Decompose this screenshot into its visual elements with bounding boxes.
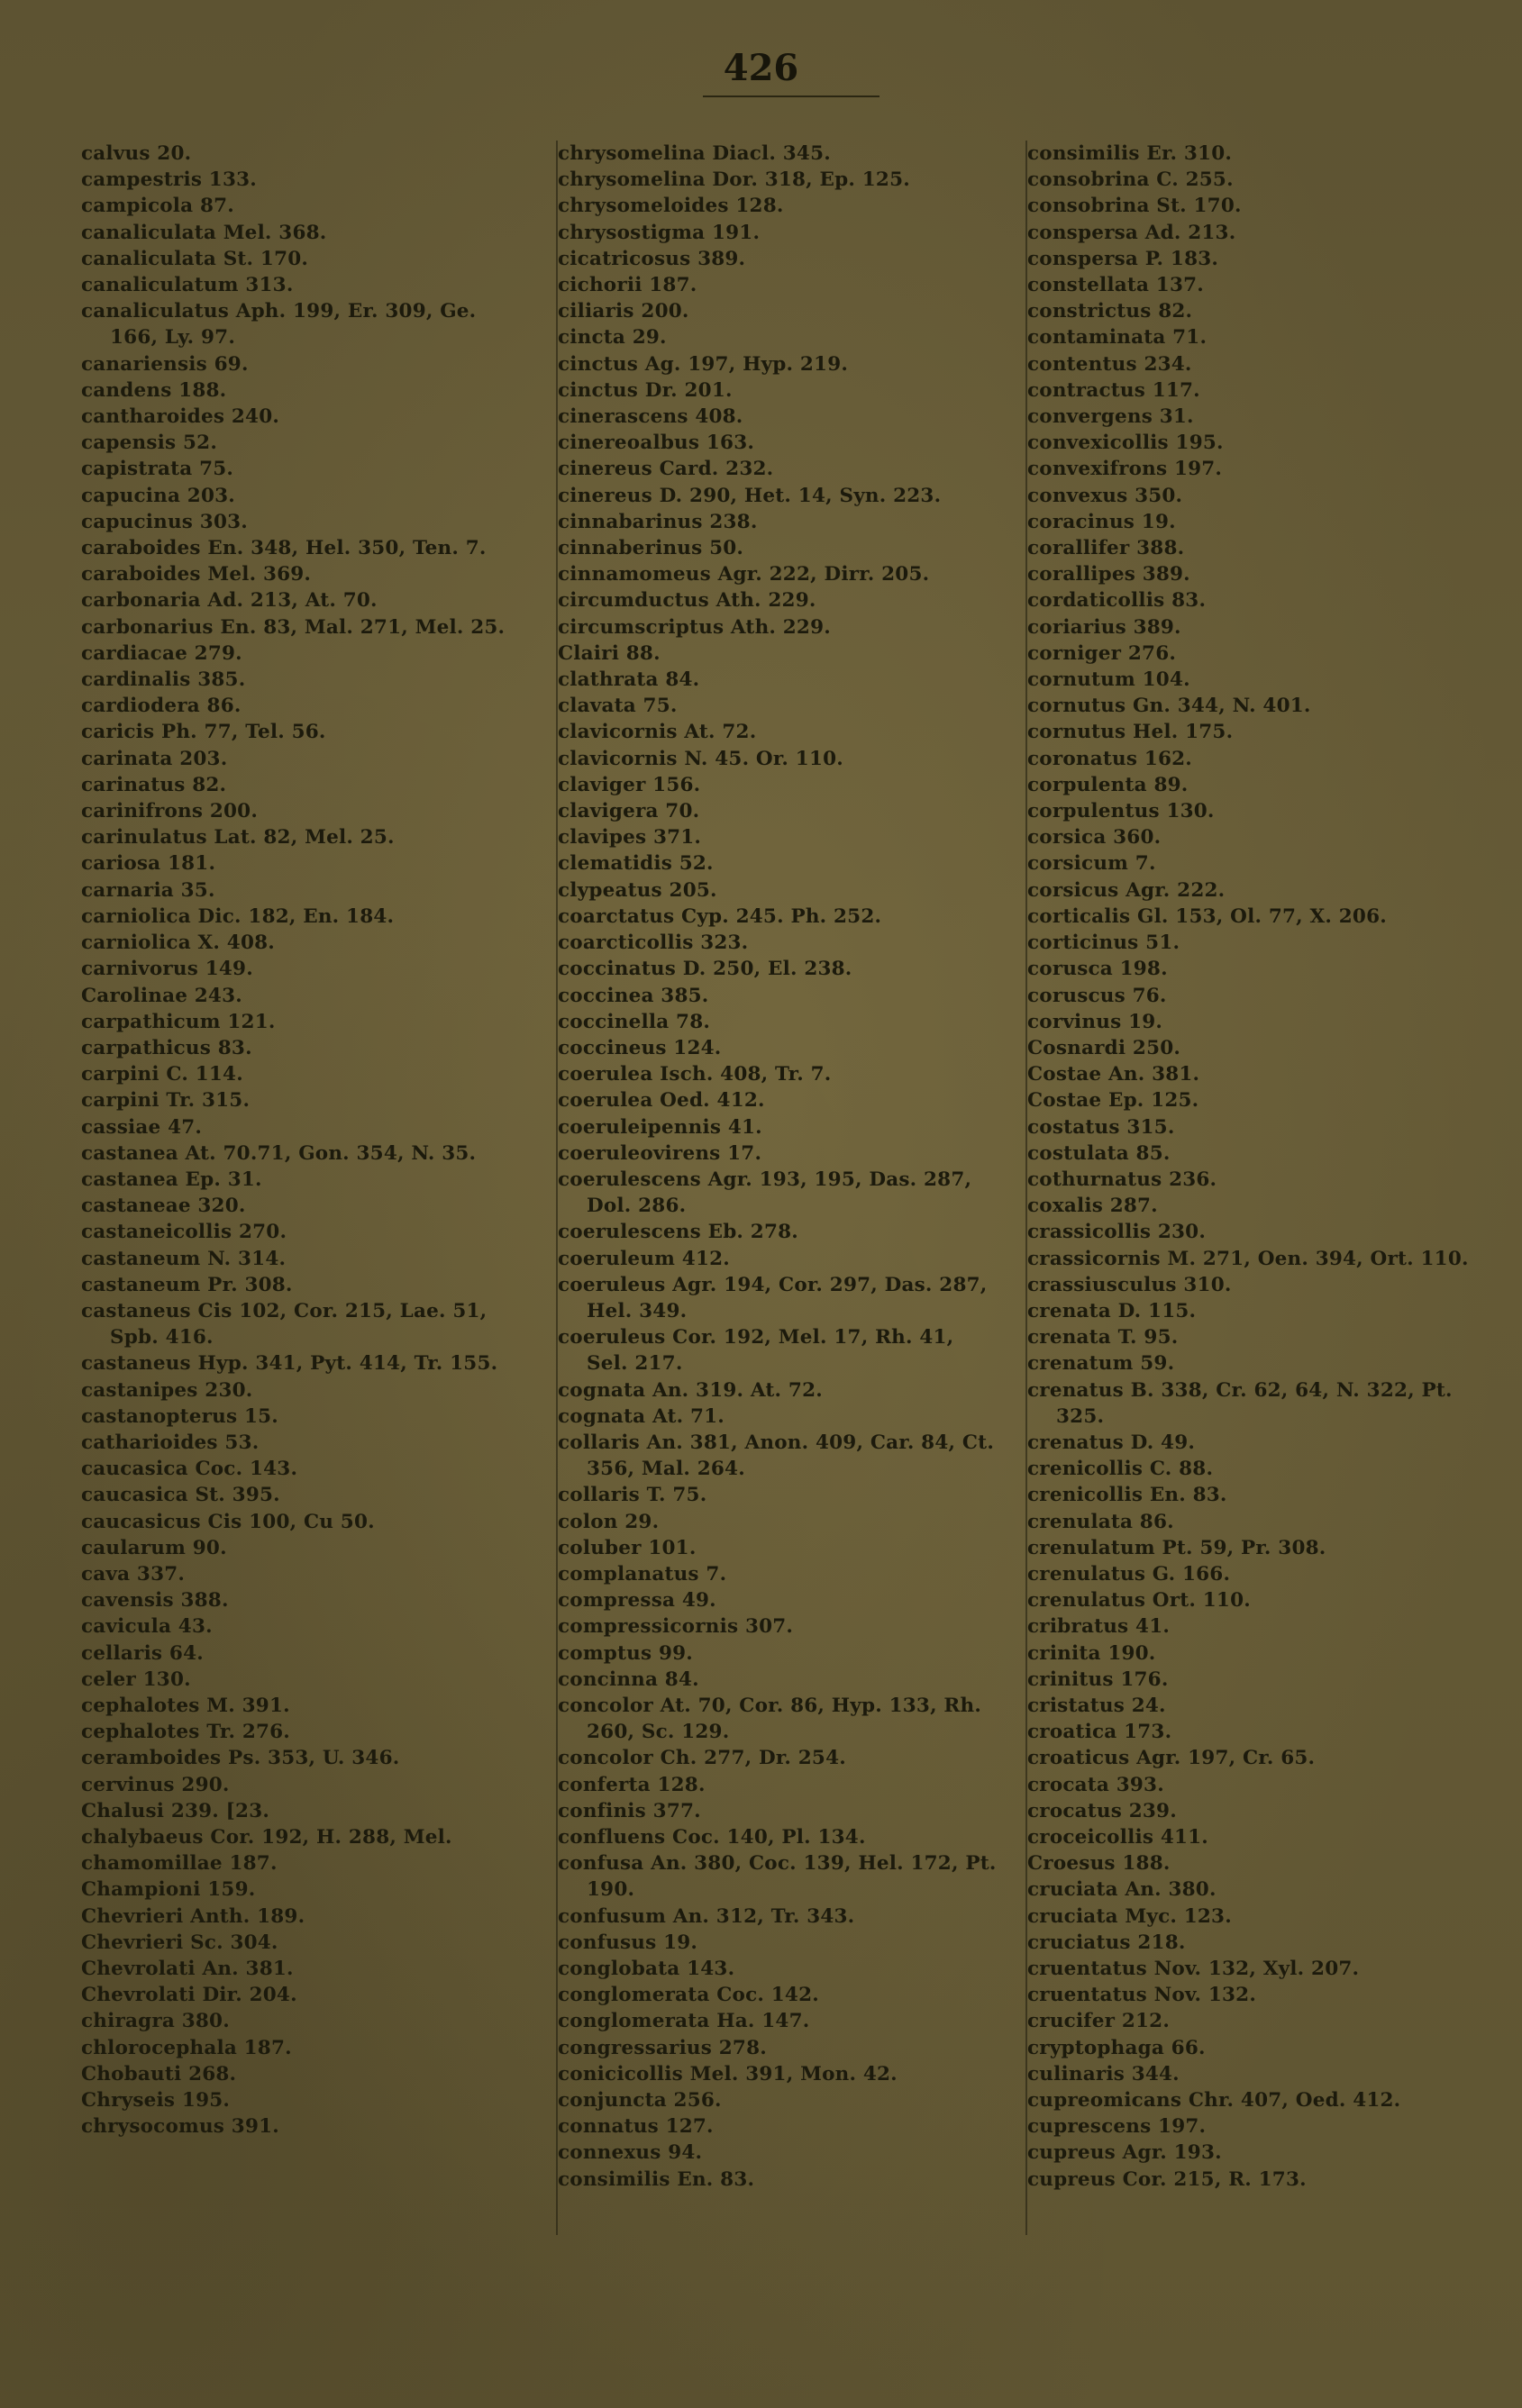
index-entry: compressa 49. [558, 1589, 716, 1613]
index-entry: cervinus 290. [81, 1773, 230, 1796]
index-entry: croaticus Agr. 197, Cr. 65. [1027, 1747, 1316, 1770]
index-entry: coeruleovirens 17. [558, 1141, 762, 1165]
index-entry: caricis Ph. 77, Tel. 56. [81, 721, 326, 744]
index-entry: castaneus Cis 102, Cor. 215, Lae. 51, Spb. 416. [81, 1299, 488, 1349]
index-entry: comptus 99. [558, 1641, 693, 1665]
index-entry: canaliculatum 313. [81, 274, 294, 297]
index-entry: castaneum N. 314. [81, 1247, 287, 1270]
index-entry: cupreus Agr. 193. [1027, 2141, 1222, 2165]
index-entry: calvus 20. [81, 142, 192, 165]
index-entry: Chevrieri Sc. 304. [81, 1931, 278, 1954]
index-entry: chamomillae 187. [81, 1852, 278, 1876]
index-entry: clematidis 52. [558, 852, 714, 876]
index-entry: corusca 198. [1027, 958, 1168, 981]
index-entry: coerulescens Eb. 278. [558, 1221, 798, 1244]
index-entry: circumductus Ath. 229. [558, 589, 816, 613]
index-entry: coerulescens Agr. 193, 195, Das. 287, Dol. 286. [558, 1168, 972, 1218]
index-entry: croatica 173. [1027, 1721, 1172, 1744]
index-entry: carbonaria Ad. 213, At. 70. [81, 589, 378, 613]
page-number: 426 [723, 47, 799, 89]
index-entry: cruentatus Nov. 132. [1027, 1984, 1257, 2007]
index-entry: corvinus 19. [1027, 1010, 1163, 1033]
index-entry: convexifrons 197. [1027, 458, 1223, 481]
index-entry: crenulata 86. [1027, 1510, 1174, 1533]
index-entry: Chevrolati An. 381. [81, 1958, 294, 1981]
index-entry: connexus 94. [558, 2141, 703, 2165]
index-entry: confluens Coc. 140, Pl. 134. [558, 1826, 866, 1849]
index-entry: crocata 393. [1027, 1773, 1164, 1796]
index-entry: carpini C. 114. [81, 1063, 243, 1086]
index-entry: crenulatus Ort. 110. [1027, 1589, 1251, 1613]
index-entry: clavata 75. [558, 695, 678, 718]
index-entry: crassicollis 230. [1027, 1221, 1207, 1244]
index-entry: cinerascens 408. [558, 405, 743, 429]
index-entry: coeruleipennis 41. [558, 1115, 762, 1139]
index-entry: castanea Ep. 31. [81, 1168, 262, 1191]
index-entry: chiragra 380. [81, 2010, 230, 2033]
index-entry: crinita 190. [1027, 1641, 1156, 1665]
index-entry: cassiae 47. [81, 1115, 203, 1139]
index-entry: castaneum Pr. 308. [81, 1273, 293, 1296]
index-entry: carinatus 82. [81, 773, 227, 796]
index-entry: cognata An. 319. At. 72. [558, 1378, 823, 1402]
index-entry: cinereus D. 290, Het. 14, Syn. 223. [558, 484, 942, 507]
index-entry: carpini Tr. 315. [81, 1089, 251, 1113]
index-entry: corallifer 388. [1027, 537, 1185, 560]
index-entry: conicicollis Mel. 391, Mon. 42. [558, 2062, 898, 2085]
index-entry: cothurnatus 236. [1027, 1168, 1217, 1191]
index-entry: capensis 52. [81, 432, 218, 455]
index-entry: coriarius 389. [1027, 615, 1181, 639]
index-entry: cuprescens 197. [1027, 2115, 1207, 2139]
index-entry: cribratus 41. [1027, 1615, 1171, 1639]
index-entry: ceramboides Ps. 353, U. 346. [81, 1747, 400, 1770]
header-rule [703, 95, 879, 97]
index-entry: coronatus 162. [1027, 747, 1192, 770]
index-entry: capucinus 303. [81, 510, 248, 533]
index-entry: coccinea 385. [558, 984, 709, 1007]
index-entry: Croesus 188. [1027, 1852, 1171, 1876]
index-entry: castanipes 230. [81, 1378, 253, 1402]
index-entry: capucina 203. [81, 484, 235, 507]
index-entry: costulata 85. [1027, 1141, 1171, 1165]
index-entry: contractus 117. [1027, 378, 1200, 402]
index-entry: confusa An. 380, Coc. 139, Hel. 172, Pt. 190. [558, 1852, 997, 1902]
index-entry: coerulea Isch. 408, Tr. 7. [558, 1063, 832, 1086]
index-entry: cardiodera 86. [81, 695, 242, 718]
index-entry: castanopterus 15. [81, 1404, 278, 1428]
index-entry: candens 188. [81, 378, 227, 402]
index-entry: corticalis Gl. 153, Ol. 77, X. 206. [1027, 904, 1387, 928]
index-entry: coxalis 287. [1027, 1195, 1158, 1218]
index-entry: crenata D. 115. [1027, 1299, 1197, 1322]
index-entry: carinifrons 200. [81, 800, 259, 823]
index-entry: castaneicollis 270. [81, 1221, 287, 1244]
index-entry: caraboides En. 348, Hel. 350, Ten. 7. [81, 537, 487, 560]
index-entry: cavicula 43. [81, 1615, 213, 1639]
index-column-1 [81, 141, 523, 2140]
index-entry: chrysostigma 191. [558, 221, 761, 244]
index-entry: cordaticollis 83. [1027, 589, 1207, 613]
index-entry: Chalusi 239. [23. [81, 1799, 270, 1822]
index-entry: coccinella 78. [558, 1010, 711, 1033]
index-entry: croceicollis 411. [1027, 1826, 1208, 1849]
index-entry: Clairi 88. [558, 641, 661, 665]
index-entry: carnaria 35. [81, 878, 215, 902]
index-entry: cupreus Cor. 215, R. 173. [1027, 2167, 1307, 2191]
index-entry: coarcticollis 323. [558, 931, 749, 955]
index-entry: coeruleus Agr. 194, Cor. 297, Das. 287, Hel. 349. [558, 1273, 988, 1322]
index-entry: Costae Ep. 125. [1027, 1089, 1199, 1113]
index-entry: cinereoalbus 163. [558, 432, 755, 455]
index-entry: catharioides 53. [81, 1431, 260, 1454]
index-entry: consobrina St. 170. [1027, 195, 1242, 218]
index-entry: carnivorus 149. [81, 958, 253, 981]
index-entry: caucasica Coc. 143. [81, 1458, 298, 1481]
index-entry: corpulenta 89. [1027, 773, 1189, 796]
index-entry: ciliaris 200. [558, 300, 689, 323]
index-entry: conspersa P. 183. [1027, 247, 1219, 270]
index-entry: campicola 87. [81, 195, 234, 218]
index-entry: connatus 127. [558, 2115, 714, 2139]
index-entry: carpathicus 83. [81, 1036, 252, 1059]
index-entry: campestris 133. [81, 168, 257, 192]
index-entry: cava 337. [81, 1562, 186, 1586]
index-column-2 [556, 141, 999, 2235]
index-entry: crenicollis En. 83. [1027, 1484, 1227, 1507]
index-entry: carniolica Dic. 182, En. 184. [81, 904, 395, 928]
index-entry: capistrata 75. [81, 458, 234, 481]
index-entry: cruciata Myc. 123. [1027, 1904, 1232, 1928]
index-entry: cariosa 181. [81, 852, 216, 876]
index-entry: cornutus Gn. 344, N. 401. [1027, 695, 1311, 718]
index-entry: chlorocephala 187. [81, 2036, 292, 2059]
index-entry: coruscus 76. [1027, 984, 1167, 1007]
index-entry: Chevrieri Anth. 189. [81, 1904, 305, 1928]
index-entry: colon 29. [558, 1510, 660, 1533]
index-entry: corticinus 51. [1027, 931, 1180, 955]
index-entry: cardinalis 385. [81, 668, 246, 692]
index-entry: crenicollis C. 88. [1027, 1458, 1214, 1481]
index-entry: conglobata 143. [558, 1958, 735, 1981]
index-entry: chrysomelina Dor. 318, Ep. 125. [558, 168, 910, 192]
index-entry: Cosnardi 250. [1027, 1036, 1181, 1059]
index-entry: confinis 377. [558, 1799, 701, 1822]
index-entry: constrictus 82. [1027, 300, 1193, 323]
index-entry: cryptophaga 66. [1027, 2036, 1206, 2059]
index-entry: concolor Ch. 277, Dr. 254. [558, 1747, 846, 1770]
index-entry: carinulatus Lat. 82, Mel. 25. [81, 826, 395, 850]
index-entry: crenatus B. 338, Cr. 62, 64, N. 322, Pt. 325. [1027, 1378, 1453, 1428]
index-entry: cinnabarinus 238. [558, 510, 758, 533]
index-entry: carniolica X. 408. [81, 931, 275, 955]
index-entry: cardiacae 279. [81, 641, 242, 665]
index-entry: cruciatus 218. [1027, 1931, 1186, 1954]
index-entry: conjuncta 256. [558, 2089, 722, 2113]
index-entry: carpathicum 121. [81, 1010, 276, 1033]
index-entry: convexus 350. [1027, 484, 1183, 507]
index-entry: crinitus 176. [1027, 1667, 1169, 1691]
index-entry: clavigera 70. [558, 800, 700, 823]
index-entry: consobrina C. 255. [1027, 168, 1234, 192]
index-entry: crenata T. 95. [1027, 1326, 1179, 1349]
index-entry: coeruleum 412. [558, 1247, 730, 1270]
index-entry: consimilis En. 83. [558, 2167, 755, 2191]
index-entry: castaneae 320. [81, 1195, 246, 1218]
index-entry: constellata 137. [1027, 274, 1204, 297]
index-entry: canaliculata St. 170. [81, 247, 309, 270]
index-entry: clavicornis N. 45. Or. 110. [558, 747, 843, 770]
index-entry: cognata At. 71. [558, 1404, 725, 1428]
index-entry: cicatricosus 389. [558, 247, 746, 270]
index-entry: coccineus 124. [558, 1036, 722, 1059]
index-entry: convergens 31. [1027, 405, 1194, 429]
index-entry: crassiusculus 310. [1027, 1273, 1232, 1296]
index-entry: conspersa Ad. 213. [1027, 221, 1236, 244]
index-entry: canariensis 69. [81, 352, 249, 376]
index-entry: castanea At. 70.71, Gon. 354, N. 35. [81, 1141, 477, 1165]
index-entry: cellaris 64. [81, 1641, 204, 1665]
index-entry: cinctus Dr. 201. [558, 378, 733, 402]
index-entry: concolor At. 70, Cor. 86, Hyp. 133, Rh. 260, Sc. 129. [558, 1694, 982, 1744]
index-entry: cruciata An. 380. [1027, 1878, 1217, 1902]
index-entry: cornutus Hel. 175. [1027, 721, 1234, 744]
index-entry: collaris T. 75. [558, 1484, 707, 1507]
index-entry: chrysomeloides 128. [558, 195, 784, 218]
index-entry: canaliculatus Aph. 199, Er. 309, Ge. 166, Ly. 97. [81, 300, 477, 350]
index-entry: clypeatus 205. [558, 878, 717, 902]
index-entry: cinctus Ag. 197, Hyp. 219. [558, 352, 849, 376]
index-entry: concinna 84. [558, 1667, 699, 1691]
index-entry: cornutum 104. [1027, 668, 1190, 692]
index-entry: clavicornis At. 72. [558, 721, 757, 744]
index-entry: cephalotes Tr. 276. [81, 1721, 290, 1744]
index-entry: cincta 29. [558, 326, 667, 350]
index-entry: cinnamomeus Agr. 222, Dirr. 205. [558, 563, 930, 586]
index-entry: cruentatus Nov. 132, Xyl. 207. [1027, 1958, 1360, 1981]
index-entry: carbonarius En. 83, Mal. 271, Mel. 25. [81, 615, 506, 639]
index-entry: caucasicus Cis 100, Cu 50. [81, 1510, 375, 1533]
index-entry: corpulentus 130. [1027, 800, 1215, 823]
index-entry: collaris An. 381, Anon. 409, Car. 84, Ct. 356, Mal. 264. [558, 1431, 995, 1481]
index-entry: Chryseis 195. [81, 2089, 231, 2113]
index-entry: crenatus D. 49. [1027, 1431, 1196, 1454]
index-entry: conferta 128. [558, 1773, 706, 1796]
index-entry: circumscriptus Ath. 229. [558, 615, 831, 639]
index-entry: cavensis 388. [81, 1589, 229, 1613]
index-entry: Championi 159. [81, 1878, 256, 1902]
index-entry: contentus 234. [1027, 352, 1192, 376]
index-entry: Chevrolati Dir. 204. [81, 1984, 297, 2007]
index-entry: celer 130. [81, 1667, 191, 1691]
index-entry: confusum An. 312, Tr. 343. [558, 1904, 855, 1928]
index-entry: caucasica St. 395. [81, 1484, 280, 1507]
index-entry: crucifer 212. [1027, 2010, 1171, 2033]
index-column-3 [1025, 141, 1469, 2235]
index-entry: corsica 360. [1027, 826, 1162, 850]
index-entry: corniger 276. [1027, 641, 1177, 665]
index-entry: canaliculata Mel. 368. [81, 221, 327, 244]
index-entry: crocatus 239. [1027, 1799, 1177, 1822]
index-entry: chrysomelina Diacl. 345. [558, 142, 831, 165]
index-entry: chalybaeus Cor. 192, H. 288, Mel. [81, 1826, 452, 1849]
index-entry: corsicus Agr. 222. [1027, 878, 1226, 902]
index-entry: Costae An. 381. [1027, 1063, 1200, 1086]
index-entry: clavipes 371. [558, 826, 702, 850]
index-entry: conglomerata Ha. 147. [558, 2010, 810, 2033]
index-entry: contaminata 71. [1027, 326, 1208, 350]
index-entry: cephalotes M. 391. [81, 1694, 290, 1717]
index-entry: cichorii 187. [558, 274, 697, 297]
index-entry: cantharoides 240. [81, 405, 280, 429]
index-entry: corallipes 389. [1027, 563, 1190, 586]
index-entry: costatus 315. [1027, 1115, 1175, 1139]
index-entry: cristatus 24. [1027, 1694, 1166, 1717]
index-entry: cupreomicans Chr. 407, Oed. 412. [1027, 2089, 1401, 2113]
index-entry: Chobauti 268. [81, 2062, 237, 2085]
index-entry: crassicornis M. 271, Oen. 394, Ort. 110. [1027, 1247, 1469, 1270]
index-entry: clathrata 84. [558, 668, 700, 692]
index-entry: crenulatum Pt. 59, Pr. 308. [1027, 1536, 1326, 1559]
index-entry: caularum 90. [81, 1536, 227, 1559]
index-entry: congressarius 278. [558, 2036, 767, 2059]
index-entry: compressicornis 307. [558, 1615, 794, 1639]
index-entry: complanatus 7. [558, 1562, 727, 1586]
index-entry: caraboides Mel. 369. [81, 563, 312, 586]
index-entry: coracinus 19. [1027, 510, 1176, 533]
index-entry: crenatum 59. [1027, 1352, 1175, 1376]
index-entry: coerulea Oed. 412. [558, 1089, 765, 1113]
index-entry: cinereus Card. 232. [558, 458, 774, 481]
index-entry: castaneus Hyp. 341, Pyt. 414, Tr. 155. [81, 1352, 498, 1376]
index-entry: coarctatus Cyp. 245. Ph. 252. [558, 904, 882, 928]
index-entry: corsicum 7. [1027, 852, 1156, 876]
index-entry: culinaris 344. [1027, 2062, 1180, 2085]
index-entry: cinnaberinus 50. [558, 537, 744, 560]
index-entry: coccinatus D. 250, El. 238. [558, 958, 852, 981]
index-entry: consimilis Er. 310. [1027, 142, 1233, 165]
index-entry: crenulatus G. 166. [1027, 1562, 1231, 1586]
index-entry: confusus 19. [558, 1931, 698, 1954]
index-entry: chrysocomus 391. [81, 2115, 279, 2139]
index-entry: coeruleus Cor. 192, Mel. 17, Rh. 41, Sel. 217. [558, 1326, 954, 1376]
index-entry: Carolinae 243. [81, 984, 242, 1007]
index-entry: convexicollis 195. [1027, 432, 1224, 455]
index-entry: conglomerata Coc. 142. [558, 1984, 819, 2007]
index-entry: coluber 101. [558, 1536, 697, 1559]
index-entry: carinata 203. [81, 747, 228, 770]
index-entry: claviger 156. [558, 773, 701, 796]
